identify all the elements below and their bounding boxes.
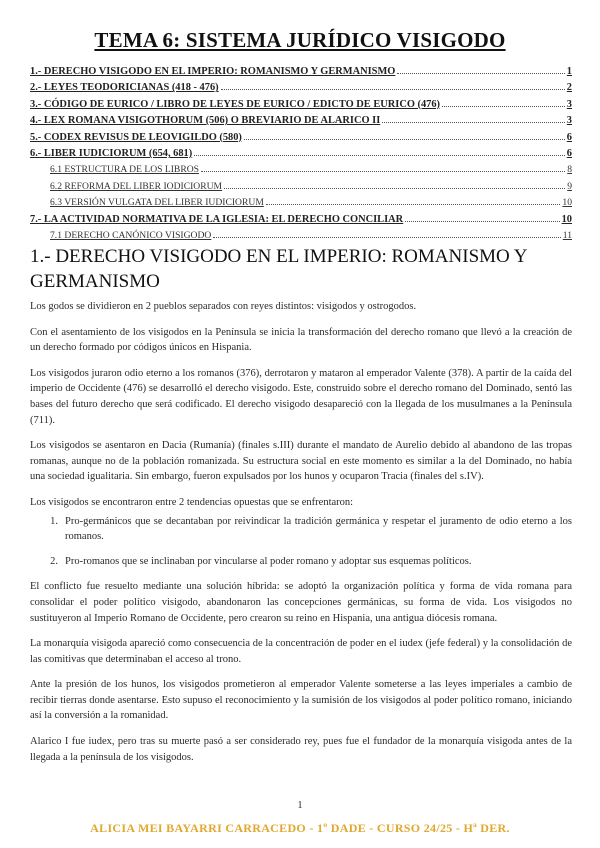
toc-entry-page: 6 <box>566 147 572 159</box>
paragraph: Los godos se dividieron en 2 pueblos separados con reyes distintos: visigodos y ostrogodos. <box>30 301 417 312</box>
toc-entry-text: 6.1 ESTRUCTURA DE LOS LIBROS <box>50 164 199 176</box>
toc-entry[interactable] <box>30 66 572 82</box>
toc-entry-text: 3.- CÓDIGO DE EURICO / LIBRO DE LEYES DE EURICO / EDICTO DE EURICO (476) <box>30 98 441 110</box>
toc-entry-text: 6.2 REFORMA DEL LIBER IODICIORUM <box>50 180 223 192</box>
toc-entry[interactable] <box>30 115 572 131</box>
section-body <box>30 299 572 775</box>
toc-leader-dots <box>201 171 565 172</box>
list-item-text: Pro-germánicos que se decantaban por reivindicar la tradición germánica y respetar el juramento de odio eterno a los romanos. <box>65 515 572 543</box>
numbered-list <box>30 514 572 570</box>
toc-entry-text: 4.- LEX ROMANA VISIGOTHORUM (506) O BREVIARIO DE ALARICO II <box>30 115 381 127</box>
document-title: TEMA 6: SISTEMA JURÍDICO VISIGODO <box>94 28 506 52</box>
table-of-contents <box>30 66 572 246</box>
toc-leader-dots <box>266 204 561 205</box>
list-item-text: Pro-romanos que se inclinaban por vincularse al poder romano y adoptar sus esquemas políticos. <box>65 555 472 567</box>
toc-leader-dots <box>442 106 565 107</box>
paragraph: Los visigodos se asentaron en Dacia (Rumanía) (finales s.III) durante el mandato de Aurelio debido al abandono de las tropas romanas, aunque no de la población romanizada. Su estructura social en este momento es similar a la del Dominado, no había una sociedad igualitaria. Sin embargo, fueron expulsados por los hunos y ocuparon Tracia (finales del s.IV). <box>30 440 572 483</box>
toc-entry[interactable] <box>30 214 572 230</box>
paragraph: Alarico I fue iudex, pero tras su muerte pasó a ser considerado rey, pues fue el fundador de la monarquía visigoda antes de la llegada a la península de los visigodos. <box>30 736 572 763</box>
toc-entry[interactable] <box>30 132 572 148</box>
toc-leader-dots <box>194 155 565 156</box>
paragraph: Los visigodos se encontraron entre 2 tendencias opuestas que se enfrentaron: <box>30 496 354 508</box>
toc-entry[interactable] <box>30 82 572 98</box>
toc-leader-dots <box>224 188 565 189</box>
toc-entry-page: 11 <box>562 229 572 241</box>
toc-entry-page: 1 <box>566 66 572 77</box>
toc-leader-dots <box>382 122 565 123</box>
paragraph: Los visigodos juraron odio eterno a los romanos (376), derrotaron y mataron al emperador Valente (378). A partir de la caída del imperio de Occidente (476) se desarrolló el derecho visigodo. Este, construido sobre el derecho romano del Dominado, sentó las bases del futuro derecho que será codificado. El derecho visigodo desapareció con la llegada de los musulmanes a la Península (711). <box>30 367 572 426</box>
toc-entry-text: 6.3 VERSIÓN VULGATA DEL LIBER IUDICIORUM <box>50 197 264 209</box>
toc-leader-dots <box>397 73 564 74</box>
toc-entry-text: 5.- CODEX REVISUS DE LEOVIGILDO (580) <box>30 131 242 143</box>
toc-entry-text: 7.- LA ACTIVIDAD NORMATIVA DE LA IGLESIA: EL DERECHO CONCILIAR <box>30 213 404 225</box>
paragraph: La monarquía visigoda apareció como consecuencia de la concentración de poder en el iudex (jefe federal) y la consolidación de las comitivas que determinaban el acceso al trono. <box>30 638 572 665</box>
list-item-number: 1. <box>50 515 58 527</box>
toc-leader-dots <box>405 221 559 222</box>
toc-entry[interactable] <box>30 148 572 164</box>
toc-subentry[interactable] <box>30 197 572 213</box>
toc-entry-page: 2 <box>566 82 572 94</box>
toc-subentry[interactable] <box>30 181 572 197</box>
toc-entry-page: 10 <box>561 213 572 225</box>
paragraph: Ante la presión de los hunos, los visigodos prometieron al emperador Valente someterse a las leyes imperiales a cambio de recibir tierras donde asentarse. Esto supuso el reconocimiento y la sumisión de los visigodos al poder político romano, iniciando así la conversión a la romanidad. <box>30 679 572 722</box>
page-number: 1 <box>297 800 303 811</box>
section-heading: 1.- DERECHO VISIGODO EN EL IMPERIO: ROMANISMO Y GERMANISMO <box>30 246 527 292</box>
toc-entry-text: 7.1 DERECHO CANÓNICO VISIGODO <box>50 229 212 241</box>
toc-leader-dots <box>244 139 565 140</box>
toc-entry-text: 2.- LEYES TEODORICIANAS (418 - 476) <box>30 82 219 94</box>
toc-entry-page: 3 <box>566 98 572 110</box>
toc-entry-page: 9 <box>567 180 572 192</box>
list-item <box>30 554 572 570</box>
toc-leader-dots <box>221 89 565 90</box>
toc-entry-text: 6.- LIBER IUDICIORUM (654, 681) <box>30 147 193 159</box>
toc-entry-page: 10 <box>562 197 572 209</box>
paragraph: Con el asentamiento de los visigodos en la Península se inicia la transformación del derecho romano que llevó a la creación de un derecho formado por códigos únicos en Hispania. <box>30 326 572 354</box>
page-footer: ALICIA MEI BAYARRI CARRACEDO - 1º DADE - CURSO 24/25 - Hª DER. <box>90 821 510 835</box>
toc-entry-page: 3 <box>566 115 572 127</box>
list-item-number: 2. <box>50 555 58 567</box>
toc-entry-page: 6 <box>566 131 572 143</box>
toc-entry-page: 8 <box>567 164 572 176</box>
toc-entry-text: 1.- DERECHO VISIGODO EN EL IMPERIO: ROMANISMO Y GERMANISMO <box>30 66 396 77</box>
toc-leader-dots <box>213 237 560 238</box>
list-item <box>30 514 572 545</box>
paragraph: El conflicto fue resuelto mediante una solución híbrida: se adoptó la organización política y forma de vida romana para consolidar el poder político visigodo, abandonaron las concepciones germánicas, su forma de vida. Los visigodos no sustituyeron al Imperio Romano de Occidente, pero crearon su reino en Hispania, una antigua diócesis romana. <box>30 581 572 624</box>
toc-entry[interactable] <box>30 99 572 115</box>
toc-subentry[interactable] <box>30 164 572 180</box>
